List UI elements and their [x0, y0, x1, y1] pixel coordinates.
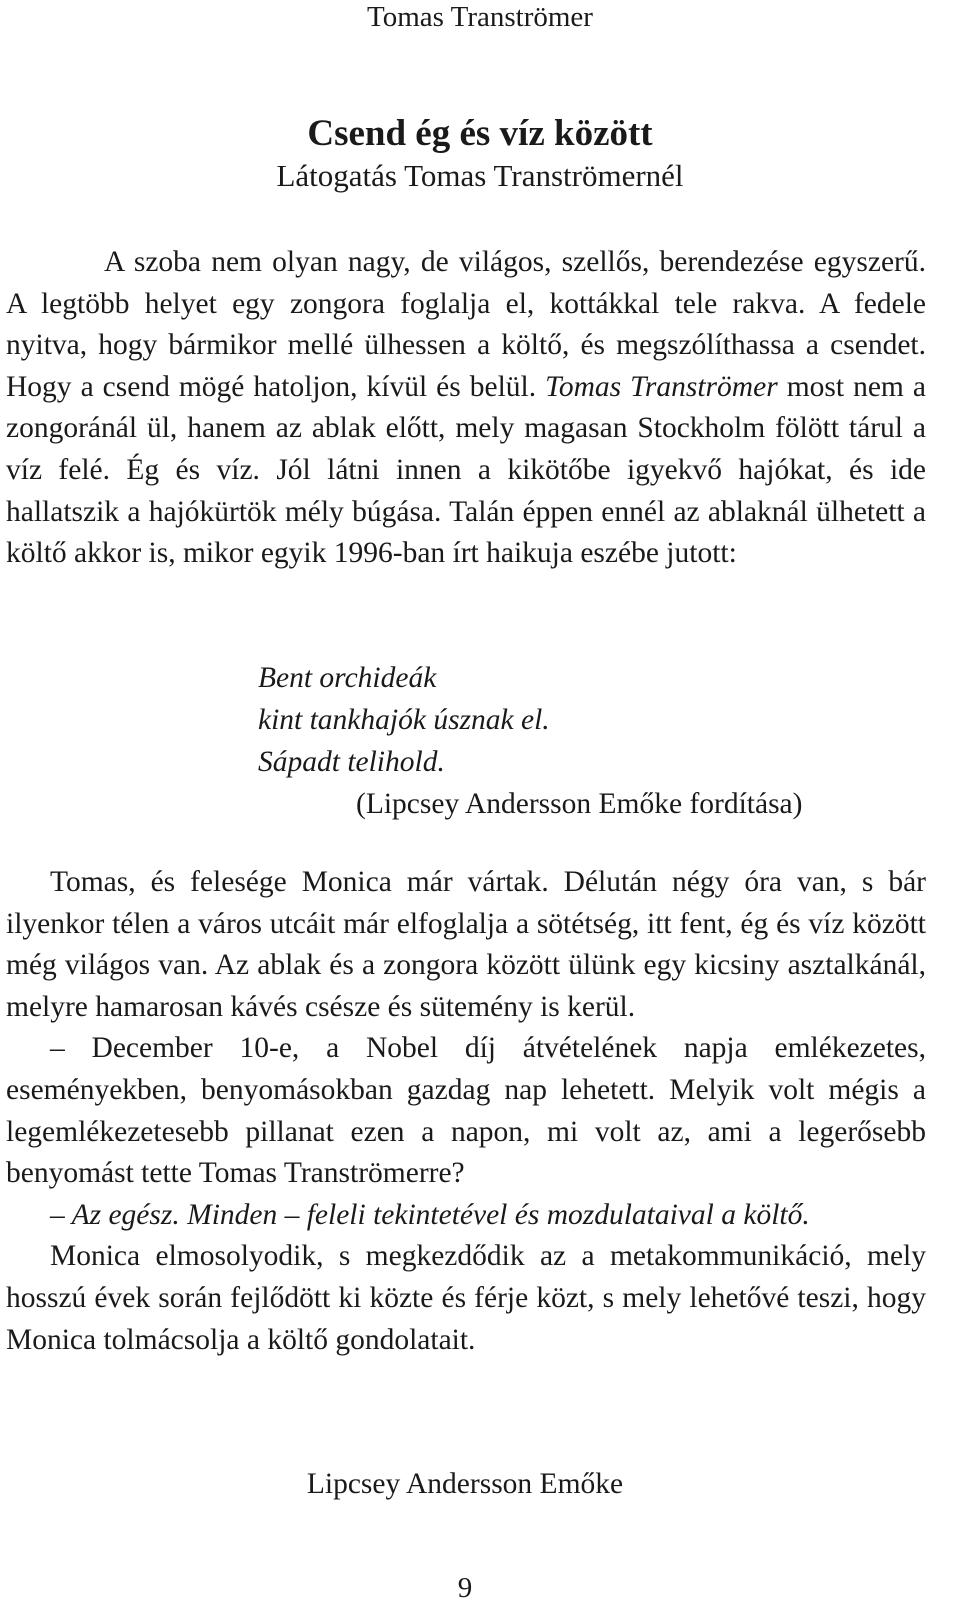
running-header: Tomas Tranströmer	[367, 1, 593, 33]
title-block	[0, 112, 960, 196]
paragraph-intro-lead: A szoba nem olyan nagy, de világos, szellős, berendezése egyszerű. A legtöbb helyet egy zongora foglalja el, kottákkal tele rakva. A fedele nyitva, hogy bármikor mellé ülhessen a költő, és megszólíthassa a csendet. Hogy a csend mögé hatoljon, kívül és belül.	[6, 246, 926, 403]
paragraph-arrival: Tomas, és felesége Monica már vártak. Délután négy óra van, s bár ilyenkor télen a város utcáit már elfoglalja a sötétség, itt fent, ég és víz között még világos van. Az ablak és a zongora között ülünk egy kicsiny asztalkánál, melyre hamarosan kávés csésze és sütemény is kerül.	[6, 866, 926, 1023]
translator-credit: (Lipcsey Andersson Emőke fordítása)	[356, 788, 803, 820]
page-number: 9	[457, 1572, 473, 1604]
article-title: Csend ég és víz között	[307, 113, 653, 154]
haiku-line-2: kint tankhajók úsznak el.	[258, 704, 550, 736]
haiku-line-1: Bent orchideák	[258, 662, 437, 694]
haiku	[258, 657, 550, 783]
paragraph-answer: – Az egész. Minden – feleli tekintetével és mozdulataival a költő.	[50, 1198, 810, 1231]
haiku-line-3: Sápadt telihold.	[258, 746, 445, 778]
article-subtitle: Látogatás Tomas Tranströmernél	[276, 158, 684, 193]
paragraph-intro	[6, 242, 926, 575]
author-signature: Lipcsey Andersson Emőke	[306, 1468, 624, 1500]
paragraph-monica: Monica elmosolyodik, s megkezdődik az a metakommunikáció, mely hosszú évek során fejlődött ki közte és férje közt, s mely lehetővé teszi, hogy Monica tolmácsolja a költő gondolatait.	[6, 1240, 926, 1356]
poet-name: Tomas Tranströmer	[545, 370, 778, 403]
body-section-2	[6, 862, 926, 1361]
body-section-1	[6, 242, 926, 575]
paragraph-question: – December 10-e, a Nobel díj átvételének napja emlékezetes, eseményekben, benyomásokban gazdag nap lehetett. Melyik volt mégis a legemlékezetesebb pillanat ezen a napon, mi volt az, ami a legerősebb benyomást tette Tomas Tranströmerre?	[6, 1032, 926, 1190]
paragraph-intro-rest: most nem a zongoránál ül, hanem az ablak előtt, mely magasan Stockholm fölött tárul a víz felé. Ég és víz. Jól látni innen a kikötőbe igyekvő hajókat, és ide hallatszik a hajókürtök mély búgása. Talán éppen ennél az ablaknál ülhetett a költő akkor is, mikor egyik 1996-ban írt haikuja eszébe jutott:	[6, 370, 926, 570]
